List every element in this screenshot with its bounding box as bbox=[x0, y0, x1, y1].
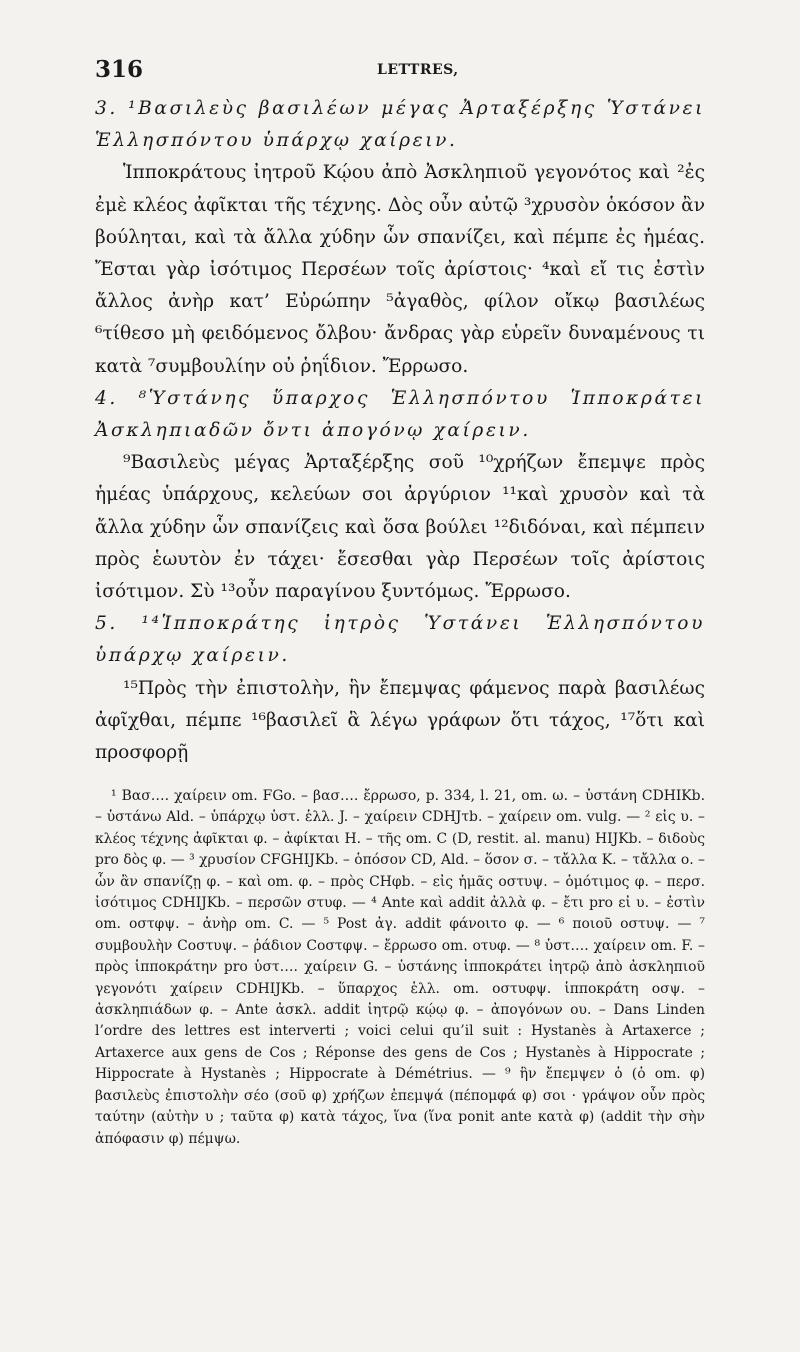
letter-5-heading: 5. ¹⁴Ἱπποκράτης ἰητρὸς Ὑστάνει Ἑλλησπόντου ὑπάρχῳ χαίρειν. bbox=[95, 613, 705, 667]
letter-4-body: ⁹Βασιλεὺς μέγας Ἀρταξέρξης σοῦ ¹⁰χρήζων ἔπεμψε πρὸς ἡμέας ὑπάρχους, κελεύων σοι ἀργύριον ¹¹καὶ χρυσὸν καὶ τὰ ἄλλα χύδην ὧν σπανίζεις καὶ ὅσα βούλει ¹²διδόναι, καὶ πέμπειν πρὸς ἑωυτὸν ἐν τάχει· ἔσεσθαι γὰρ Περσέων τοῖς ἀρίστοις ἰσότιμον. Σὺ ¹³οὖν παραγίνου ξυντόμως. Ἔρρωσο. bbox=[95, 452, 705, 603]
main-text bbox=[95, 93, 705, 769]
page-number: 316 bbox=[95, 56, 144, 83]
footnote-apparatus: ¹ Βασ…. χαίρειν om. FGo. – βασ…. ἔρρωσο, p. 334, l. 21, om. ω. – ὑστάνη CDHIKb. – ὑστάνω Ald. – ὑπάρχῳ ὑστ. ἑλλ. J. – χαίρειν CDHJτb. – χαίρειν om. vulg. — ² εἰς υ. – κλέος τέχνης ἀφῖκται φ. – ἀφίκται H. – τῆς om. C (D, restit. al. manu) HIJKb. – διδοὺς pro δὸς φ. — ³ χρυσίον CFGHIJKb. – ὁπόσον CD, Ald. – ὅσον σ. – τἄλλα K. – τἄλλα ο. – ὧν ἂν σπανίζῃ φ. – καὶ om. φ. – πρὸς CHφb. – εἰς ἡμᾶς οστυψ. – ὁμότιμος φ. – περσ. ἰσότιμος CDHIJKb. – περσῶν στυφ. — ⁴ Ante καὶ addit ἀλλὰ φ. – ἔτι pro εἰ υ. – ἐστὶν om. οστφψ. – ἀνὴρ om. C. — ⁵ Post ἀγ. addit φάνοιτο φ. — ⁶ ποιοῦ οστυψ. — ⁷ συμβουλὴν Cοστυψ. – ῥάδιον Cοστφψ. – ἔρρωσο om. οτυφ. — ⁸ ὑστ…. χαίρειν om. F. – πρὸς ἱπποκράτην pro ὑστ…. χαίρειν G. – ὑστάνης ἱπποκράτει ἰητρῷ ἀπὸ ἀσκληπιοῦ γεγονότι χαίρειν CDHIJKb. – ὕπαρχος ἑλλ. om. οστυφψ. ἱπποκράτη οσψ. – ἀσκληπιάδων φ. – Ante ἀσκλ. addit ἰητρῷ κῴῳ φ. – ἀπογόνων ου. – Dans Linden l’ordre des lettres est interverti ; voici celui qu’il suit : Hystanès à Artaxerce ; Artaxerce aux gens de Cos ; Réponse des gens de Cos ; Hystanès à Hippocrate ; Hippocrate à Hystanès ; Hippocrate à Démétrius. — ⁹ ἣν ἔπεμψεν ὁ (ὁ om. φ) βασιλεὺς ἐπιστολὴν σέο (σοῦ φ) χρήζων ἐπεμψά (πέπομφά φ) σοι · γράψον οὖν πρὸς ταύτην (αὐτὴν υ ; ταῦτα φ) κατὰ τάχος, ἵνα (ἵνα ponit ante κατὰ φ) (addit τὴν σὴν ἀπόφασιν φ) πέμψω. bbox=[95, 788, 705, 1147]
footnotes bbox=[95, 786, 705, 1150]
letter-4-heading: 4. ⁸Ὑστάνης ὕπαρχος Ἑλλησπόντου Ἱπποκράτει Ἀσκληπιαδῶν ὄντι ἀπογόνῳ χαίρειν. bbox=[95, 387, 705, 442]
letter-3-heading: 3. ¹Βασιλεὺς βασιλέων μέγας Ἀρταξέρξης Ὑστάνει Ἑλλησπόντου ὑπάρχῳ χαίρειν. bbox=[95, 98, 705, 152]
letter-5-body: ¹⁵Πρὸς τὴν ἐπιστολὴν, ἣν ἔπεμψας φάμενος παρὰ βασιλέως ἀφῖχθαι, πέμπε ¹⁶βασιλεῖ ἃ λέγω γράφων ὅτι τάχος, ¹⁷ὅτι καὶ προσφορῇ bbox=[95, 677, 705, 764]
letter-3-body: Ἱπποκράτους ἰητροῦ Κῴου ἀπὸ Ἀσκληπιοῦ γεγονότος καὶ ²ἐς ἐμὲ κλέος ἀφῖκται τῆς τέχνης. Δὸς οὖν αὐτῷ ³χρυσὸν ὁκόσον ἂν βούληται, καὶ τὰ ἄλλα χύδην ὧν σπανίζει, καὶ πέμπε ἐς ἡμέας. Ἔσται γὰρ ἰσότιμος Περσέων τοῖς ἀρίστοις· ⁴καὶ εἴ τις ἐστὶν ἄλλος ἀνὴρ κατ’ Εὐρώπην ⁵ἀγαθὸς, φίλον οἴκῳ βασιλέως ⁶τίθεσο μὴ φειδόμενος ὄλβου· ἄνδρας γὰρ εὑρεῖν δυναμένους τι κατὰ ⁷συμβουλίην οὐ ῥηΐδιον. Ἔρρωσο. bbox=[95, 162, 705, 377]
running-head: LETTRES, bbox=[377, 62, 459, 78]
page-header bbox=[95, 56, 695, 86]
